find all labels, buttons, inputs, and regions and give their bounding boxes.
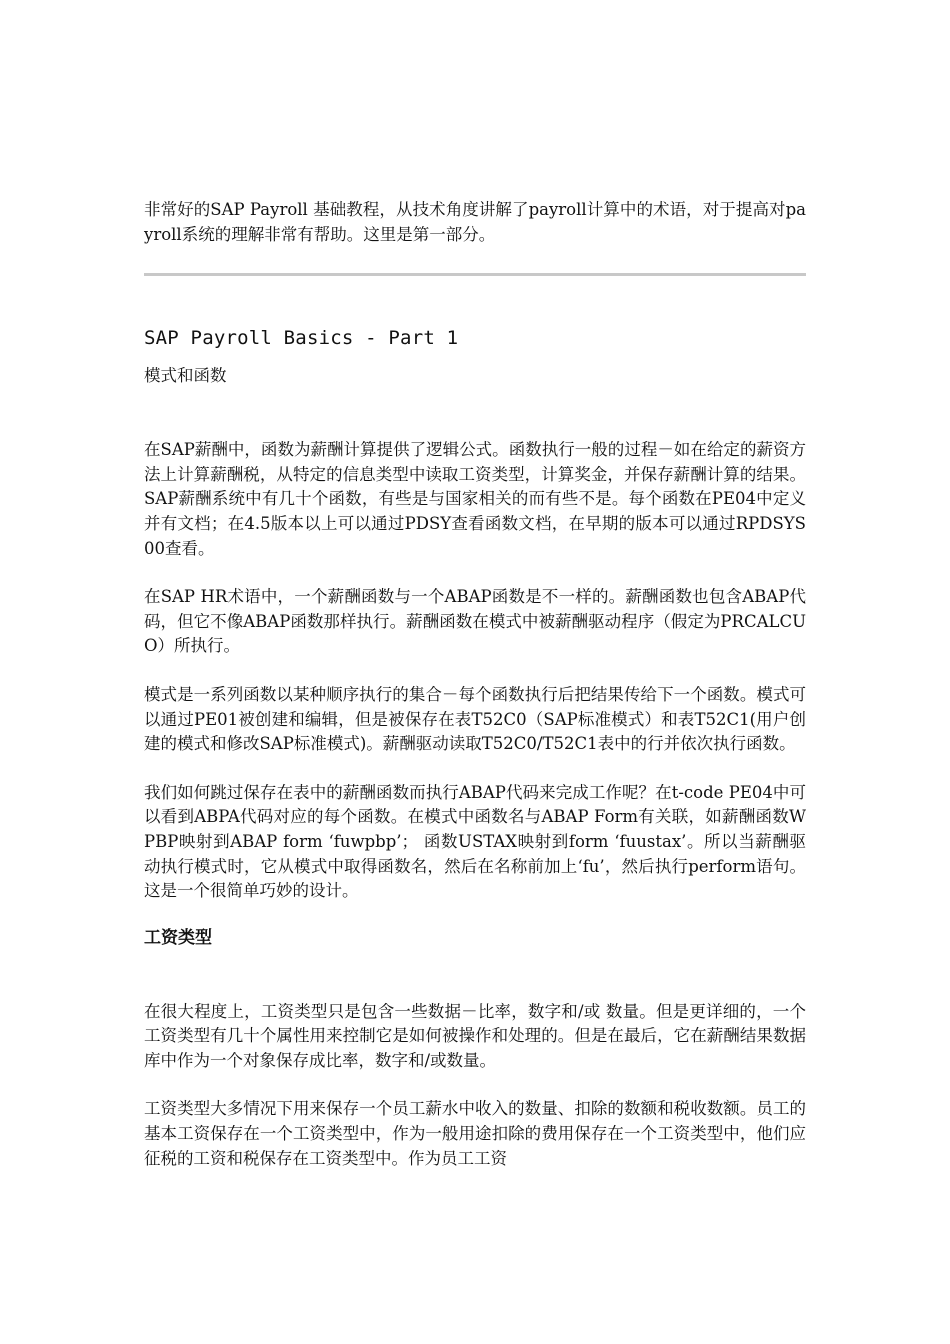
- horizontal-divider: [144, 273, 806, 276]
- body-paragraph: 在很大程度上，工资类型只是包含一些数据－比率，数字和/或 数量。但是更详细的，一个工资类型有几十个属性用来控制它是如何被操作和处理的。但是在最后，它在薪酬结果数据库中作为一个对象保存成比率，数字和/或数量。: [144, 1001, 806, 1070]
- body-paragraph: 工资类型大多情况下用来保存一个员工薪水中收入的数量、扣除的数额和税收数额。员工的基本工资保存在一个工资类型中，作为一般用途扣除的费用保存在一个工资类型中，他们应征税的工资和税保存在工资类型中。作为员工工资: [144, 1099, 806, 1168]
- intro-paragraph: 非常好的SAP Payroll 基础教程，从技术角度讲解了payroll计算中的术语，对于提高对payroll系统的理解非常有帮助。这里是第一部分。: [144, 200, 806, 244]
- body-paragraph: 在SAP HR术语中，一个薪酬函数与一个ABAP函数是不一样的。薪酬函数也包含ABAP代码，但它不像ABAP函数那样执行。薪酬函数在模式中被薪酬驱动程序（假定为PRCALCUO）所执行。: [144, 587, 806, 656]
- article-title: SAP Payroll Basics - Part 1: [144, 327, 459, 350]
- body-paragraph: 我们如何跳过保存在表中的薪酬函数而执行ABAP代码来完成工作呢？在t-code PE04中可以看到ABPA代码对应的每个函数。在模式中函数名与ABAP Form有关联，如薪酬函数WPBP映射到ABAP form ‘fuwpbp’； 函数USTAX映射到form ‘fuustax’。所以当薪酬驱动执行模式时，它从模式中取得函数名，然后在名称前加上‘fu’，然后执行perform语句。这是一个很简单巧妙的设计。: [144, 782, 806, 901]
- section-heading-wage-types: 工资类型: [144, 927, 212, 948]
- body-paragraph: 模式是一系列函数以某种顺序执行的集合－每个函数执行后把结果传给下一个函数。模式可以通过PE01被创建和编辑，但是被保存在表T52C0（SAP标准模式）和表T52C1(用户创建的模式和修改SAP标准模式)。薪酬驱动读取T52C0/T52C1表中的行并依次执行函数。: [144, 684, 806, 754]
- body-paragraph: 在SAP薪酬中，函数为薪酬计算提供了逻辑公式。函数执行一般的过程－如在给定的薪资方法上计算薪酬税，从特定的信息类型中读取工资类型，计算奖金，并保存薪酬计算的结果。SAP薪酬系统中有几十个函数，有些是与国家相关的而有些不是。每个函数在PE04中定义并有文档；在4.5版本以上可以通过PDSY查看函数文档，在早期的版本可以通过RPDSYS00查看。: [144, 440, 806, 558]
- document-page: [144, 198, 806, 1171]
- section-heading-schema-functions: 模式和函数: [144, 366, 227, 386]
